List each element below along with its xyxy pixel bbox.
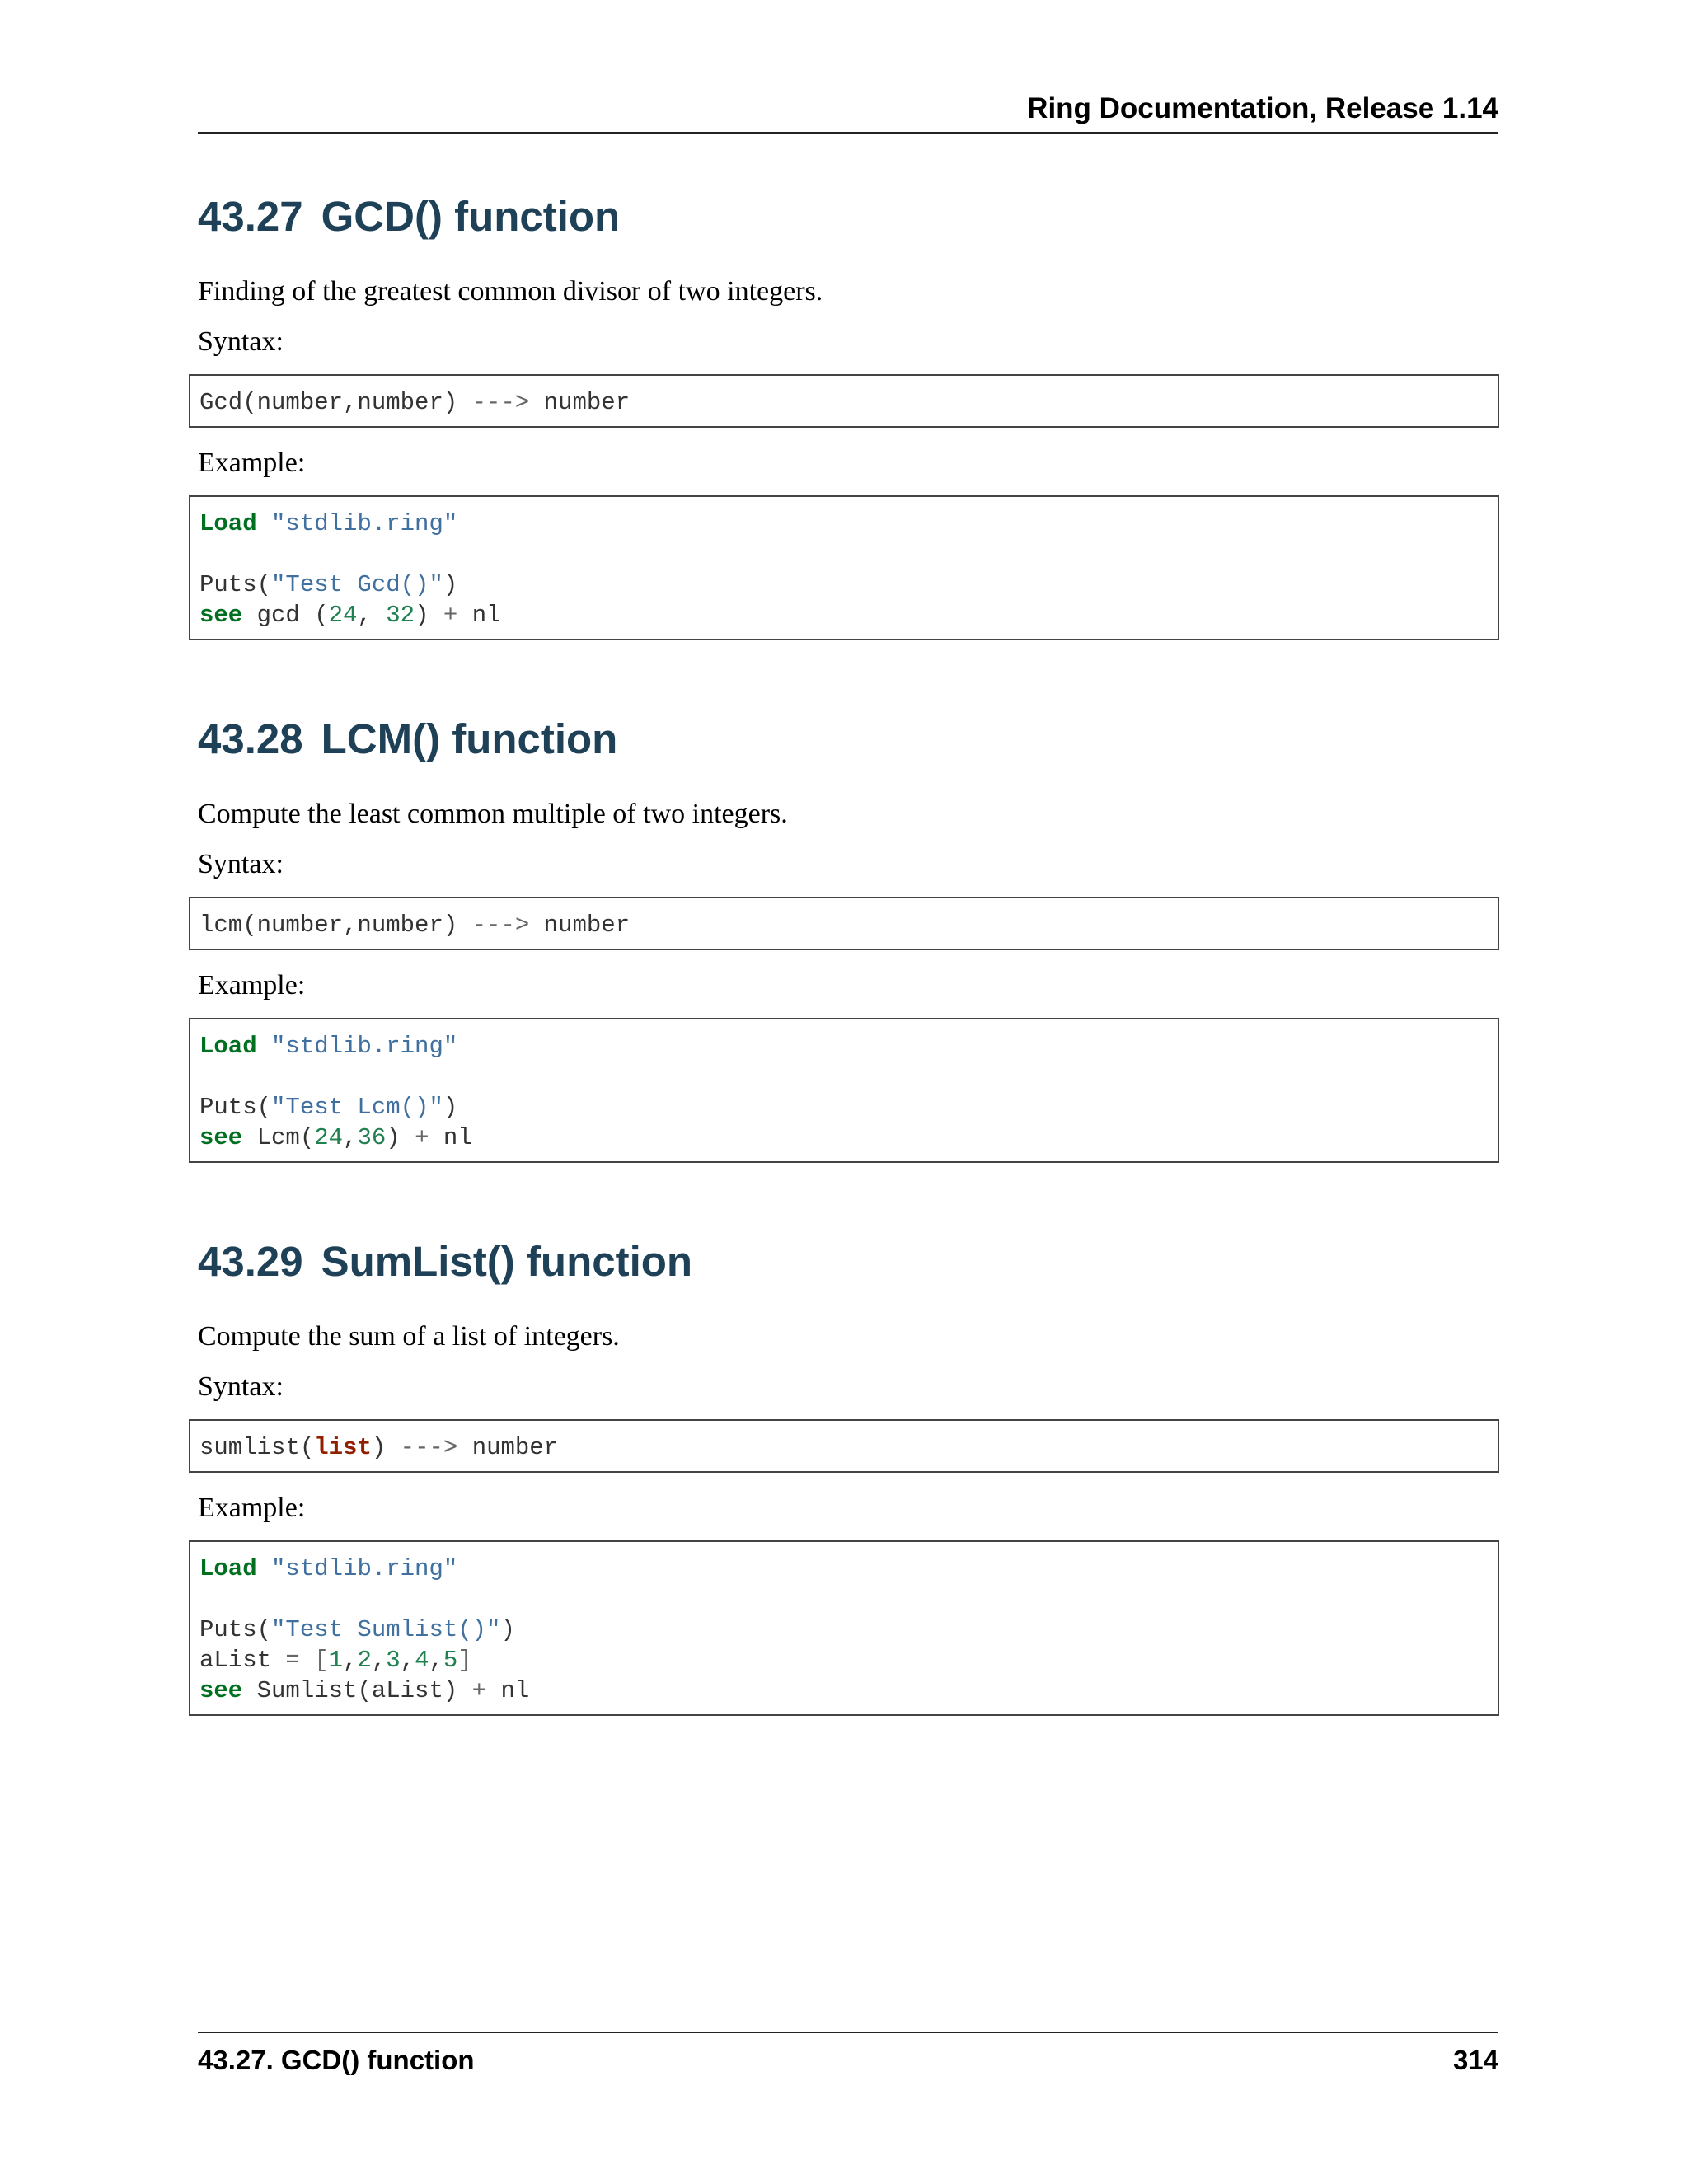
section-heading (198, 188, 1507, 246)
example-label: Example: (198, 448, 306, 478)
code-keyword: Load (199, 510, 257, 537)
page-number: 314 (1452, 2045, 1498, 2075)
code-string: "stdlib.ring" (271, 1033, 458, 1060)
code-number: 4 (415, 1647, 429, 1674)
code-line: aList = [1,2,3,4,5] (199, 1647, 472, 1674)
code-number: 5 (443, 1647, 458, 1674)
syntax-label: Syntax: (198, 326, 284, 357)
code-text: number (457, 1434, 559, 1461)
code-number: 24 (314, 1124, 344, 1151)
code-line (199, 569, 1498, 600)
syntax-label: Syntax: (198, 849, 284, 879)
code-text: nl (486, 1677, 530, 1704)
syntax-label: Syntax: (198, 1371, 284, 1402)
document-title: Ring Documentation, Release 1.14 (1027, 92, 1498, 124)
syntax-code-block (189, 374, 1499, 428)
code-text: sumlist( (199, 1434, 315, 1461)
code-line-blank (199, 1062, 1498, 1092)
code-line (199, 1432, 1498, 1463)
code-text: number (529, 912, 631, 939)
code-arrow: ---> (471, 912, 530, 939)
code-number: 1 (328, 1647, 344, 1674)
section-description: Compute the least common multiple of two integers. (198, 799, 788, 829)
code-string: "Test Sumlist()" (271, 1616, 501, 1643)
code-text: Lcm( (242, 1124, 315, 1151)
code-text: nl (457, 602, 501, 629)
code-text: nl (429, 1124, 472, 1151)
code-text: Puts( (199, 1094, 272, 1121)
section-description: Finding of the greatest common divisor of two integers. (198, 276, 823, 307)
section-sumlist (198, 1233, 1507, 1716)
code-keyword: see (199, 602, 243, 629)
footer-section-title: 43.27. GCD() function (198, 2045, 475, 2075)
section-gcd (198, 188, 1507, 640)
section-lcm (198, 710, 1507, 1163)
code-keyword: Load (199, 1555, 257, 1582)
syntax-code-block (189, 897, 1499, 950)
code-line (199, 1031, 1498, 1062)
code-text: ) (443, 571, 458, 598)
code-text: Puts( (199, 1616, 272, 1643)
code-text: gcd ( (242, 602, 329, 629)
code-text: , (343, 1124, 358, 1151)
code-number: 2 (357, 1647, 372, 1674)
code-line (199, 387, 1498, 418)
code-text: Sumlist(aList) (242, 1677, 472, 1704)
section-description: Compute the sum of a list of integers. (198, 1321, 620, 1352)
section-number: 43.27 (198, 193, 303, 240)
code-line-blank (199, 1584, 1498, 1615)
code-number: 36 (357, 1124, 387, 1151)
code-number: 32 (386, 602, 415, 629)
code-text: ) (443, 1094, 458, 1121)
code-line (199, 910, 1498, 940)
code-line (199, 1122, 1498, 1153)
code-line (199, 1615, 1498, 1645)
code-text: ) (500, 1616, 515, 1643)
code-line (199, 1675, 1498, 1706)
code-string: "stdlib.ring" (271, 1555, 458, 1582)
code-bracket: ] (457, 1647, 472, 1674)
code-keyword: see (199, 1124, 243, 1151)
section-heading (198, 710, 1507, 768)
section-number: 43.29 (198, 1238, 303, 1285)
code-arrow: ---> (400, 1434, 458, 1461)
code-text: , (357, 602, 387, 629)
code-string: "Test Lcm()" (271, 1094, 443, 1121)
code-keyword: see (199, 1677, 243, 1704)
code-text: ) (415, 602, 443, 629)
code-line (199, 600, 1498, 630)
code-text: aList (199, 1647, 286, 1674)
code-text: number (529, 389, 631, 416)
code-line (199, 509, 1498, 539)
example-code-block (189, 1540, 1499, 1716)
section-title: LCM() function (321, 715, 618, 762)
code-bracket: [ (299, 1647, 329, 1674)
code-number: 24 (328, 602, 358, 629)
section-heading (198, 1233, 1507, 1291)
code-number: 3 (386, 1647, 401, 1674)
section-number: 43.28 (198, 715, 303, 762)
code-line (199, 1092, 1498, 1122)
code-operator: = (285, 1647, 300, 1674)
code-operator: + (471, 1677, 487, 1704)
code-operator: + (415, 1124, 429, 1151)
code-text: Puts( (199, 571, 272, 598)
section-title: SumList() function (321, 1238, 693, 1285)
page-header (198, 91, 1498, 134)
example-label: Example: (198, 1493, 306, 1523)
example-code-block (189, 1018, 1499, 1163)
code-string: "stdlib.ring" (271, 510, 458, 537)
code-operator: + (443, 602, 458, 629)
code-keyword: list (314, 1434, 372, 1461)
code-text: lcm(number,number) (199, 912, 472, 939)
code-line (199, 1554, 1498, 1584)
section-title: GCD() function (321, 193, 621, 240)
code-arrow: ---> (471, 389, 530, 416)
syntax-code-block (189, 1419, 1499, 1473)
code-text: ) (371, 1434, 401, 1461)
example-code-block (189, 495, 1499, 640)
page-footer (198, 2032, 1498, 2083)
code-string: "Test Gcd()" (271, 571, 443, 598)
code-keyword: Load (199, 1033, 257, 1060)
code-text: Gcd(number,number) (199, 389, 472, 416)
example-label: Example: (198, 970, 306, 1001)
code-text: ) (386, 1124, 415, 1151)
code-line-blank (199, 539, 1498, 569)
